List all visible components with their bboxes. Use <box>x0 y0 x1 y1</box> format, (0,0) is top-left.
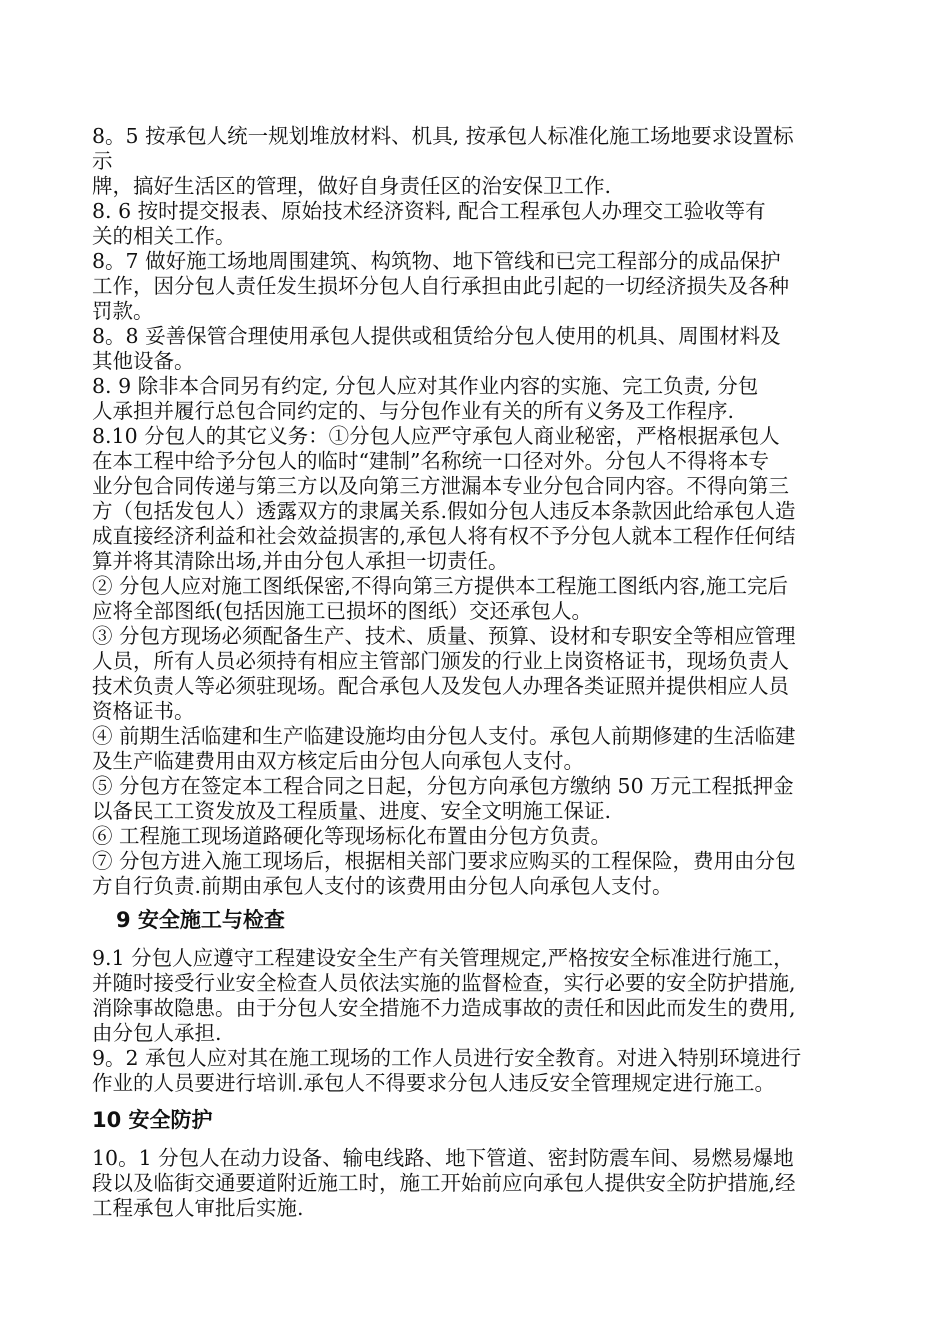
text-line: ⑦ 分包方进入施工现场后，根据相关部门要求应购买的工程保险，费用由分包 <box>92 849 796 873</box>
text-line: 算并将其清除出场,并由分包人承担一切责任。 <box>92 549 509 573</box>
text-line: ③ 分包方现场必须配备生产、技术、质量、预算、设材和专职安全等相应管理 <box>92 624 796 648</box>
text-line: 段以及临街交通要道附近施工时，施工开始前应向承包人提供安全防护措施,经 <box>92 1171 796 1195</box>
text-line: 8。5 按承包人统一规划堆放材料、机具, 按承包人标准化施工场地要求设置标 <box>92 124 794 148</box>
text-line: ⑤ 分包方在签定本工程合同之日起，分包方向承包方缴纳 50 万元工程抵押金 <box>92 774 794 798</box>
text-line: 其他设备。 <box>92 349 195 373</box>
text-line: 8. 6 按时提交报表、原始技术经济资料, 配合工程承包人办理交工验收等有 <box>92 199 766 223</box>
text-line: 资格证书。 <box>92 699 195 723</box>
text-line: 8. 9 除非本合同另有约定, 分包人应对其作业内容的实施、完工负责, 分包 <box>92 374 759 398</box>
section-10-clauses <box>92 1146 872 1221</box>
text-line: 应将全部图纸(包括因施工已损坏的图纸）交还承包人。 <box>92 599 592 623</box>
section-10-heading <box>92 1107 872 1133</box>
text-line: 9.1 分包人应遵守工程建设安全生产有关管理规定,严格按安全标准进行施工， <box>92 946 794 970</box>
text-line: 关的相关工作。 <box>92 224 236 248</box>
text-line: 并随时接受行业安全检查人员依法实施的监督检查，实行必要的安全防护措施, <box>92 971 796 995</box>
section-9-clauses <box>92 946 872 1096</box>
text-line: 技术负责人等必须驻现场。配合承包人及发包人办理各类证照并提供相应人员 <box>92 674 789 698</box>
text-line: 及生产临建费用由双方核定后由分包人向承包人支付。 <box>92 749 584 773</box>
text-line: 方（包括发包人）透露双方的隶属关系.假如分包人违反本条款因此给承包人造 <box>92 499 796 523</box>
text-line: 以备民工工资发放及工程质量、进度、安全文明施工保证. <box>92 799 612 823</box>
text-line: 成直接经济利益和社会效益损害的,承包人将有权不予分包人就本工程作任何结 <box>92 524 796 548</box>
text-line: 消除事故隐患。由于分包人安全措施不力造成事故的责任和因此而发生的费用, <box>92 996 796 1020</box>
text-line: 方自行负责.前期由承包人支付的该费用由分包人向承包人支付。 <box>92 874 673 898</box>
text-line: 示 <box>92 149 113 173</box>
section-heading: 10 安全防护 <box>92 1108 213 1132</box>
text-line: 人员，所有人员必须持有相应主管部门颁发的行业上岗资格证书，现场负责人 <box>92 649 789 673</box>
text-line: 工程承包人审批后实施. <box>92 1196 304 1220</box>
text-line: 在本工程中给予分包人的临时“建制”名称统一口径对外。分包人不得将本专 <box>92 449 769 473</box>
text-line: 8.10 分包人的其它义务：①分包人应严守承包人商业秘密，严格根据承包人 <box>92 424 780 448</box>
text-line: 8。8 妥善保管合理使用承包人提供或租赁给分包人使用的机具、周围材料及 <box>92 324 781 348</box>
text-line: 作业的人员要进行培训.承包人不得要求分包人违反安全管理规定进行施工。 <box>92 1071 776 1095</box>
section-9-heading <box>116 907 896 933</box>
text-line: 罚款。 <box>92 299 154 323</box>
text-line: 牌，搞好生活区的管理，做好自身责任区的治安保卫工作. <box>92 174 612 198</box>
text-line: ④ 前期生活临建和生产临建设施均由分包人支付。承包人前期修建的生活临建 <box>92 724 796 748</box>
text-line: 工作，因分包人责任发生损坏分包人自行承担由此引起的一切经济损失及各种 <box>92 274 789 298</box>
text-line: 由分包人承担. <box>92 1021 222 1045</box>
text-line: 9。2 承包人应对其在施工现场的工作人员进行安全教育。对进入特别环境进行 <box>92 1046 802 1070</box>
section-8-clauses <box>92 124 872 899</box>
text-line: 人承担并履行总包合同约定的、与分包作业有关的所有义务及工作程序. <box>92 399 735 423</box>
text-line: ② 分包人应对施工图纸保密,不得向第三方提供本工程施工图纸内容,施工完后 <box>92 574 789 598</box>
text-line: 业分包合同传递与第三方以及向第三方泄漏本专业分包合同内容。不得向第三 <box>92 474 789 498</box>
section-heading: 9 安全施工与检查 <box>116 908 285 932</box>
text-line: 8。7 做好施工场地周围建筑、构筑物、地下管线和已完工程部分的成品保护 <box>92 249 781 273</box>
text-line: 10。1 分包人在动力设备、输电线路、地下管道、密封防震车间、易燃易爆地 <box>92 1146 794 1170</box>
text-line: ⑥ 工程施工现场道路硬化等现场标化布置由分包方负责。 <box>92 824 612 848</box>
